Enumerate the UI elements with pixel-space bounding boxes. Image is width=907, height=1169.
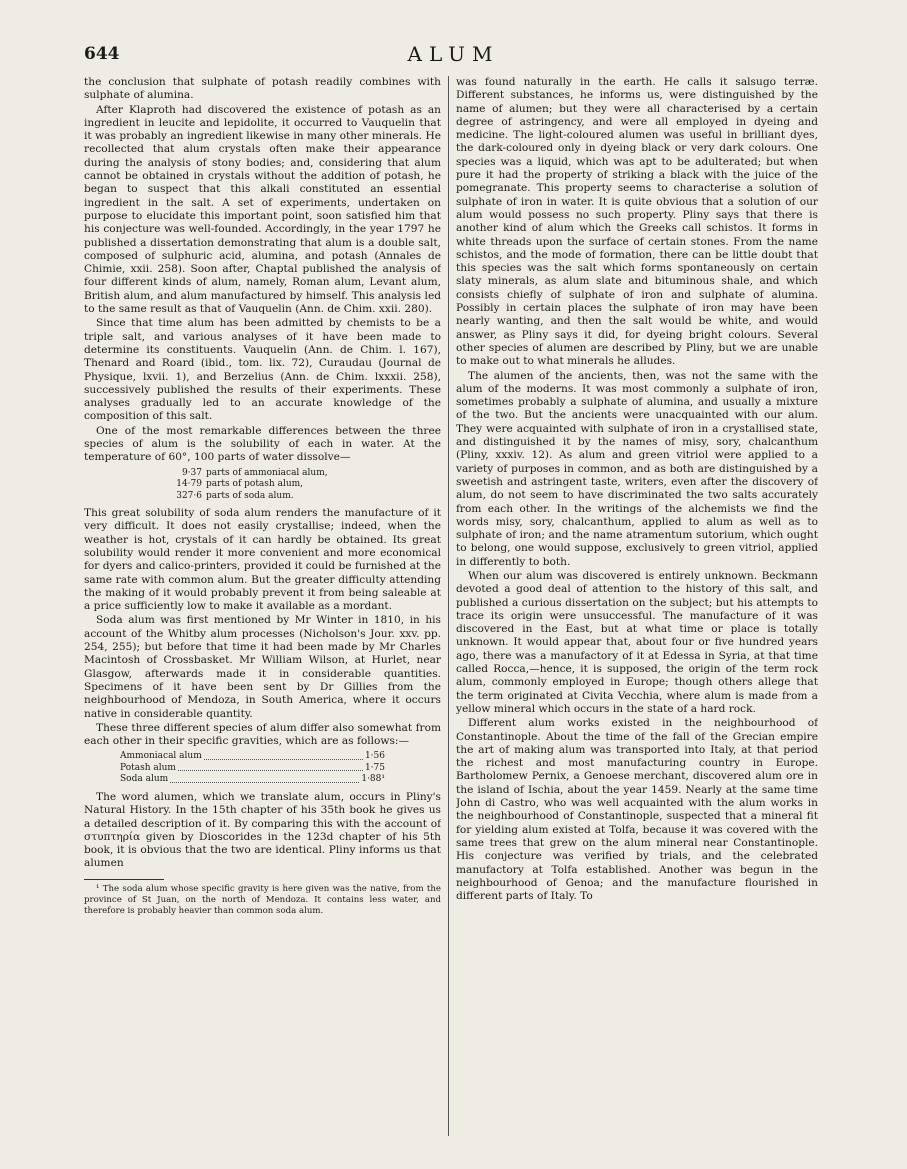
solubility-value: 9·37 bbox=[181, 467, 202, 478]
paragraph: After Klaproth had discovered the existence of potash as an ingredient in leucite and lepidolite, it occurred to Vauquelin that it was probably an ingredient likewise in many other minerals. He recollected that alum crystals often make their appearance during the analysis of stony bodies; and, considering that alum cannot be obtained in crystals without the addition of potash, he began to suspect that this alkali constituted an essential ingredient in the salt. A set of experiments, undertaken on purpose to elucidate this important point, soon satisfied him that his conjecture was well-founded. Accordingly, in the year 1797 he published a dissertation demonstrating that alum is a double salt, composed of sulphuric acid, alumina, and potash (Annales de Chimie, xxii. 258). Soon after, Chaptal published the analysis of four different kinds of alum, namely, Roman alum, Levant alum, British alum, and alum manufactured by himself. This analysis led to the same result as that of Vauquelin (Ann. de Chim. xxii. 280). bbox=[84, 103, 441, 316]
footnote-rule bbox=[84, 879, 164, 880]
paragraph: was found naturally in the earth. He calls it salsugo terræ. Different substances, he informs us, were distinguished by the name of alumen; but they were all characterised by a certain degree of astringency, and were all employed in dyeing and medicine. The light-coloured alumen was useful in brilliant dyes, the dark-coloured only in dyeing black or very dark colours. One species was a liquid, which was apt to be adulterated; but when pure it had the property of striking a black with the juice of the pomegranate. This property seems to characterise a solution of sulphate of iron in water. It is quite obvious that a solution of our alum would possess no such property. Pliny says that there is another kind of alum which the Greeks call schistos. It forms in white threads upon the surface of certain stones. From the name schistos, and the mode of formation, there can be little doubt that this species was the salt which forms spontaneously on certain slaty minerals, as alum slate and bituminous shale, and which consists chiefly of sulphate of iron and sulphate of alumina. Possibly in certain places the sulphate of iron may have been nearly wanting, and then the salt would be white, and would answer, as Pliny says it did, for dyeing bright colours. Several other species of alumen are described by Pliny, but we are unable to make out to what minerals he alludes. bbox=[456, 76, 818, 368]
table-row bbox=[120, 763, 385, 775]
table-row bbox=[174, 491, 441, 503]
column-divider bbox=[448, 76, 449, 1136]
alum-name: Soda alum bbox=[120, 774, 169, 785]
solubility-table bbox=[84, 468, 441, 503]
paragraph: Soda alum was first mentioned by Mr Winter in 1810, in his account of the Whitby alum processes (Nicholson's Jour. xxv. pp. 254, 255); but before that time it had been made by Mr Charles Macintosh of Crossbasket. Mr William Wilson, at Hurlet, near Glasgow, afterwards made it in considerable quantities. Specimens of it have been sent by Dr Gillies from the neighbourhood of Mendoza, in South America, where it occurs native in considerable quantity. bbox=[84, 614, 441, 720]
gravity-value: 1·56 bbox=[364, 751, 385, 762]
paragraph: The alumen of the ancients, then, was not the same with the alum of the moderns. It was most commonly a sulphate of iron, sometimes probably a sulphate of alumina, and usually a mixture of the two. But the ancients were unacquainted with our alum. They were acquainted with sulphate of iron in a crystallised state, and distinguished it by the names of misy, sory, chalcanthum (Pliny, xxxiv. 12). As alum and green vitriol were applied to a variety of purposes in common, and as both are distinguished by a sweetish and astringent taste, writers, even after the discovery of alum, do not seem to have discriminated the two salts accurately from each other. In the writings of the alchemists we find the words misy, sory, chalcanthum, applied to alum as well as to sulphate of iron; and the name atramentum sutorium, which ought to belong, one would suppose, exclusively to green vitriol, applied in differently to both. bbox=[456, 369, 818, 568]
paragraph: Since that time alum has been admitted by chemists to be a triple salt, and various analyses of it have been made to determine its constituents. Vauquelin (Ann. de Chim. l. 167), Thenard and Roard (ibid., tom. lix. 72), Curaudau (Journal de Physique, lxvii. 1), and Berzelius (Ann. de Chim. lxxxii. 258), successively published the results of their experiments. These analyses gradually led to an accurate knowledge of the composition of this salt. bbox=[84, 317, 441, 423]
paragraph: This great solubility of soda alum renders the manufacture of it very difficult. It does not easily crystallise; indeed, when the weather is hot, crystals of it can hardly be obtained. Its great solubility would render it more convenient and more economical for dyers and calico-printers, provided it could be furnished at the same rate with common alum. But the greater difficulty attending the making of it would probably prevent it from being saleable at a price sufficiently low to make it available as a mordant. bbox=[84, 507, 441, 613]
paragraph: When our alum was discovered is entirely unknown. Beckmann devoted a good deal of attention to the history of this salt, and published a curious dissertation on the subject; but his attempts to trace its origin were unsuccessful. The manufacture of it was discovered in the East, but at what time or place is totally unknown. It would appear that, about four or five hundred years ago, there was a manufactory of it at Edessa in Syria, at that time called Rocca,—hence, it is supposed, the origin of the term rock alum, commonly employed in Europe; though others allege that the term originated at Civita Vecchia, where alum is made from a yellow mineral which occurs in the state of a hard rock. bbox=[456, 569, 818, 715]
solubility-value: 14·79 bbox=[176, 479, 202, 490]
paragraph: These three different species of alum differ also somewhat from each other in their specific gravities, which are as follows:— bbox=[84, 721, 441, 748]
table-row bbox=[120, 774, 385, 786]
table-row bbox=[174, 479, 441, 491]
right-column bbox=[456, 76, 818, 1146]
table-row bbox=[120, 751, 385, 763]
footnote: ¹ The soda alum whose specific gravity is here given was the native, from the province of St Juan, on the north of Mendoza. It contains less water, and therefore is probably heavier than common soda alum. bbox=[84, 883, 441, 916]
leader-dots bbox=[178, 763, 363, 772]
leader-dots bbox=[170, 774, 359, 783]
paragraph: the conclusion that sulphate of potash readily combines with sulphate of alumina. bbox=[84, 76, 441, 102]
gravity-value: 1·88¹ bbox=[361, 774, 385, 785]
paragraph: Different alum works existed in the neighbourhood of Constantinople. About the time of the fall of the Grecian empire the art of making alum was transported into Italy, at that period the richest and most manufacturing country in Europe. Bartholomew Pernix, a Genoese merchant, discovered alum ore in the island of Ischia, about the year 1459. Nearly at the same time John di Castro, who was well acquainted with the alum works in the neighbourhood of Constantinople, suspected that a mineral fit for yielding alum existed at Tolfa, because it was covered with the same trees that grew on the alum mineral near Constantinople. His conjecture was verified by trials, and the celebrated manufactory at Tolfa established. Another was begun in the neighbourhood of Genoa; and the manufacture flourished in different parts of Italy. To bbox=[456, 717, 818, 903]
solubility-label: parts of soda alum. bbox=[206, 490, 294, 501]
page-number: 644 bbox=[84, 44, 120, 64]
gravity-value: 1·75 bbox=[364, 762, 385, 773]
left-column bbox=[84, 76, 441, 1146]
solubility-value: 327·6 bbox=[176, 490, 202, 501]
alum-name: Potash alum bbox=[120, 762, 176, 773]
gravity-table bbox=[84, 751, 385, 786]
running-title: ALUM bbox=[407, 42, 500, 66]
paragraph: The word alumen, which we translate alum, occurs in Pliny's Natural History. In the 15th chapter of his 35th book he gives us a detailed description of it. By comparing this with the account of στυπτηρία given by Dioscorides in the 123d chapter of his 5th book, it is obvious that the two are identical. Pliny informs us that alumen bbox=[84, 790, 441, 870]
alum-name: Ammoniacal alum bbox=[120, 751, 202, 762]
solubility-label: parts of potash alum, bbox=[206, 479, 304, 490]
leader-dots bbox=[204, 751, 363, 760]
paragraph: One of the most remarkable differences between the three species of alum is the solubility of each in water. At the temperature of 60°, 100 parts of water dissolve— bbox=[84, 424, 441, 464]
table-row bbox=[174, 468, 441, 480]
solubility-label: parts of ammoniacal alum, bbox=[206, 467, 328, 478]
